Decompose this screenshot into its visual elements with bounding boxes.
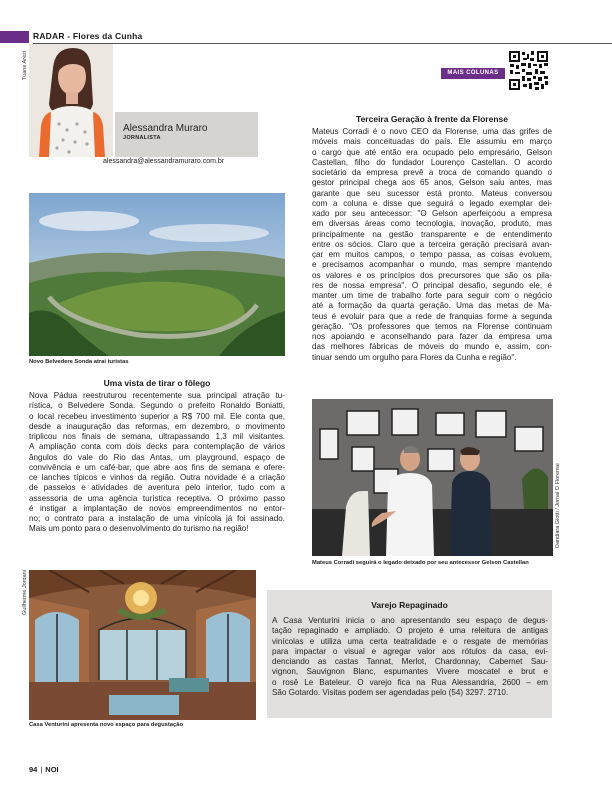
bottom-photo-caption: Casa Venturini apresenta novo espaço para degustação — [29, 722, 183, 728]
text-line: teus é evoluir para que a rede de franquias forme a segunda — [312, 311, 552, 321]
text-line: çar em muitos campos, o tempo passa, as coisas evoluem, — [312, 250, 552, 259]
text-line: até a formação da quarta geração. Uma das metas de Ma- — [312, 301, 552, 311]
text-line: res de nossa empresa". O principal desafio, segundo ele, é — [312, 280, 552, 290]
article-body-vista — [29, 391, 285, 535]
text-line: vinícolas e utiliza uma certa teatralidade e o resgate de memórias — [272, 636, 548, 646]
text-line: manter um time de trabalho forte para seguir com o negócio — [312, 291, 552, 300]
middle-photo-caption: Mateus Corradi seguirá o legado deixado por seu antecessor Gelson Castellan — [312, 560, 529, 566]
text-line: Castellan, filho do fundador Lourenço Castellan. O acordo — [312, 157, 552, 167]
text-line: os valores e os princípios dos precursores que são os pila- — [312, 270, 552, 280]
text-line: denciando as castas Tannat, Merlot, Chardonnay, Cabernet Sau- — [272, 657, 548, 666]
article-body-varejo — [272, 616, 548, 698]
text-line: entre os sócios. Claro que a terceira geração precisará avan- — [312, 239, 552, 249]
article-title-vista: Uma vista de tirar o fôlego — [103, 378, 211, 388]
text-line: com a coluna e disse que seguirá o legado exemplar dei- — [312, 198, 552, 208]
author-role: JORNALISTA — [123, 135, 161, 141]
text-line: principalmente na gestão transparente e de entendimento — [312, 229, 552, 239]
text-line: tinuar sendo um orgulho para Flores da Cunha e região". — [312, 352, 517, 362]
bottom-photo-credit: Guilherme Jordani — [22, 570, 28, 615]
page-footer — [29, 765, 59, 774]
text-line: garante que seu sucessor está pronto. Mateus conversou — [312, 188, 552, 198]
text-line: o cargo que até então era ocupado pelo empresário, Gelson — [312, 147, 552, 157]
text-line: São Gotardo. Visitas podem ser agendadas pelo (54) 3297. 2710. — [272, 687, 509, 697]
more-columns-button[interactable]: MAIS COLUNAS — [441, 68, 505, 79]
text-line: A ampliação conta com dois decks para contemplação de vários — [29, 442, 285, 452]
article-title-varejo: Varejo Repaginado — [371, 600, 448, 610]
text-line: Nova Pádua reestruturou recentemente sua principal atração tu- — [29, 391, 285, 400]
text-line: no; o contrato para a instalação de uma vinícola já foi assinado. — [29, 514, 285, 523]
text-line: de passeios e atividades de aventura pelo interior, tudo com a — [29, 483, 285, 493]
text-line: Mais um ponto para o desenvolvimento do turismo na região! — [29, 524, 249, 534]
text-line: para impactar o visual e agregar valor aos rótulos da casa, evi- — [272, 646, 548, 656]
section-color-tab — [0, 31, 29, 43]
text-line: gestor principal chega aos 65 anos, Gelson saiu antes, mas — [312, 178, 552, 188]
landscape-photo-caption: Novo Belvedere Sonda atrai turistas — [29, 359, 129, 365]
text-line: triplicou nos finais de semana, ultrapassando 1,3 mil visitantes. — [29, 432, 285, 441]
casa-venturini-photo — [29, 570, 256, 720]
header-rule — [33, 43, 612, 44]
text-line: Mateus Corradi é o novo CEO da Florense, uma das grifes de — [312, 127, 552, 136]
text-line: o local recebeu investimento superior a R$ 700 mil. Ele conta que, — [29, 411, 285, 421]
text-line: xado por seu antecessor: "O Gelson aperfeiçoou a empresa — [312, 209, 552, 218]
author-photo-credit: Tuane Arezi — [22, 50, 28, 80]
author-email[interactable]: alessandra@alessandramuraro.com.br — [103, 158, 225, 165]
text-line: ângulos do vale do Rio das Antas, um playground, espaço de — [29, 452, 285, 462]
text-line: das melhores fábricas de móveis do mundo e, assim, con- — [312, 342, 552, 352]
middle-photo-credit: Dandiara Giotti / Jornal O Florense — [555, 463, 561, 548]
page-number: 94 — [29, 765, 38, 774]
text-line: desde a inauguração das reformas, em dezembro, o movimento — [29, 421, 285, 431]
text-line: nos apoiando e aconselhando para fazer da empresa uma — [312, 332, 552, 341]
text-line: rística, o Belvedere Sonda. Segundo o prefeito Ronaldo Boniatti, — [29, 401, 285, 411]
text-line: convivência e um café-bar, que abre aos fins de semana e ofere- — [29, 462, 285, 472]
magazine-name: NOI — [45, 765, 59, 774]
section-label: RADAR - Flores da Cunha — [33, 31, 143, 41]
text-line: e precisamos acompanhar o mundo, mas sempre mantendo — [312, 260, 552, 270]
author-photo — [29, 44, 113, 157]
footer-separator: | — [40, 765, 43, 774]
corradi-castellan-photo — [312, 399, 553, 556]
article-title-florense: Terceira Geração à frente da Florense — [356, 114, 508, 124]
text-line: vignon, Sauvignon Blanc, espumantes Vivere moscatel e brut e — [272, 667, 548, 677]
author-name: Alessandra Muraro — [123, 123, 208, 134]
text-line: em diversas áreas como tecnologia, inovação, produto, mas — [312, 219, 552, 229]
text-line: o rosê Le Bateleur. O varejo fica na Rua Alessandria, 2600 – em — [272, 677, 548, 687]
text-line: A Casa Venturini inicia o ano apresentando seu espaço de degus- — [272, 616, 548, 625]
belvedere-landscape-photo — [29, 193, 285, 356]
text-line: geração. "Os professores que temos na Florense continuam — [312, 321, 552, 331]
qr-code-icon[interactable] — [508, 50, 549, 91]
author-name-box — [115, 112, 258, 157]
text-line: móveis mais conceituadas do país. Ele assumiu em março — [312, 137, 552, 147]
text-line: é instigar a implantação de novos empreendimentos no entor- — [29, 503, 285, 513]
text-line: societário da empresa prevê a troca de comando quando o — [312, 168, 552, 177]
text-line: ce lanches típicos e vinhos da região. Outra novidade é a criação — [29, 473, 285, 482]
text-line: assessoria de uma agência turística receptiva. O próximo passo — [29, 493, 285, 503]
article-body-florense — [312, 127, 552, 363]
text-line: tação repaginado e ampliado. O projeto é uma releitura de antigas — [272, 626, 548, 636]
